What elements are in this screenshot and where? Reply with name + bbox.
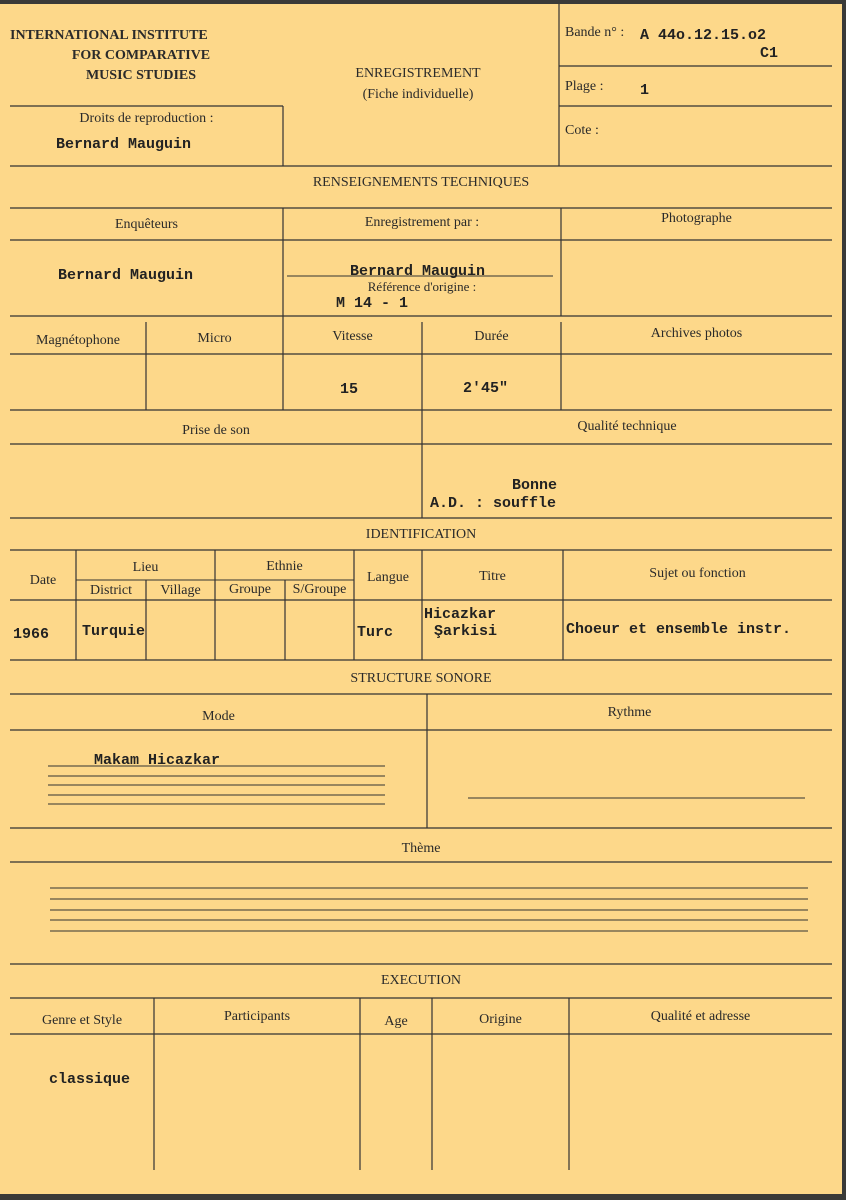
section-title-execution: EXECUTION — [380, 973, 462, 988]
groupe-label: Groupe — [229, 582, 271, 597]
district-value: Turquie — [82, 623, 146, 640]
date-value: 1966 — [13, 626, 50, 643]
enregistrement-label: Enregistrement par : — [364, 215, 480, 230]
institute-name-line3: MUSIC STUDIES — [85, 68, 197, 83]
rythme-label: Rythme — [607, 705, 652, 720]
sujet-label: Sujet ou fonction — [649, 566, 746, 581]
form-subtitle: (Fiche individuelle) — [362, 87, 474, 102]
origine-label: Origine — [479, 1012, 522, 1027]
enqueteurs-label: Enquêteurs — [115, 217, 178, 232]
titre-value-1: Hicazkar — [424, 606, 497, 623]
plage-label: Plage : — [565, 79, 604, 94]
institute-name-line1: INTERNATIONAL INSTITUTE — [10, 28, 208, 43]
mode-value: Makam Hicazkar — [94, 752, 221, 769]
qualite-adresse-label: Qualité et adresse — [650, 1009, 751, 1024]
genre-style-value: classique — [49, 1071, 131, 1088]
cote-label: Cote : — [565, 123, 599, 138]
vitesse-value: 15 — [340, 381, 359, 398]
sujet-value: Choeur et ensemble instr. — [566, 621, 792, 638]
enqueteurs-value: Bernard Mauguin — [58, 267, 194, 284]
qualite-technique-label: Qualité technique — [577, 419, 677, 434]
plage-value: 1 — [640, 82, 650, 99]
theme-label: Thème — [401, 841, 441, 856]
enregistrement-value: Bernard Mauguin — [350, 263, 486, 280]
form-title: ENREGISTREMENT — [355, 66, 481, 81]
bande-value: A 44o.12.15.o2 — [640, 27, 767, 44]
bande-label: Bande n° : — [565, 25, 625, 40]
lieu-label: Lieu — [132, 560, 159, 575]
qualite-technique-value-2: A.D. : souffle — [430, 495, 557, 512]
mode-label: Mode — [202, 709, 235, 724]
archives-photos-label: Archives photos — [650, 326, 743, 341]
droits-label: Droits de reproduction : — [79, 111, 214, 126]
ethnie-label: Ethnie — [266, 559, 303, 574]
section-title-identification: IDENTIFICATION — [365, 527, 477, 542]
duree-value: 2'45" — [463, 380, 509, 397]
micro-label: Micro — [197, 331, 232, 346]
participants-label: Participants — [223, 1009, 291, 1024]
reference-value: M 14 - 1 — [336, 295, 409, 312]
reference-label: Référence d'origine : — [367, 279, 477, 294]
archive-record-card — [0, 4, 842, 1194]
magnetophone-label: Magnétophone — [36, 333, 120, 348]
institute-name-line2: FOR COMPARATIVE — [71, 48, 211, 63]
duree-label: Durée — [474, 329, 509, 344]
age-label: Age — [384, 1014, 408, 1029]
section-title-technique: RENSEIGNEMENTS TECHNIQUES — [312, 175, 530, 190]
vitesse-label: Vitesse — [332, 329, 373, 344]
droits-value: Bernard Mauguin — [56, 136, 192, 153]
prise-de-son-label: Prise de son — [182, 423, 250, 438]
photographe-label: Photographe — [661, 211, 732, 226]
date-label: Date — [29, 573, 57, 588]
qualite-technique-value-1: Bonne — [512, 477, 558, 494]
sgroupe-label: S/Groupe — [292, 582, 347, 597]
langue-label: Langue — [367, 570, 409, 585]
district-label: District — [90, 583, 132, 598]
titre-label: Titre — [479, 569, 506, 584]
titre-value-2: Şarkisi — [434, 623, 498, 640]
section-title-structure: STRUCTURE SONORE — [350, 671, 492, 686]
genre-style-label: Genre et Style — [41, 1013, 123, 1028]
langue-value: Turc — [357, 624, 394, 641]
village-label: Village — [160, 583, 201, 598]
bande-value-2: C1 — [760, 45, 779, 62]
